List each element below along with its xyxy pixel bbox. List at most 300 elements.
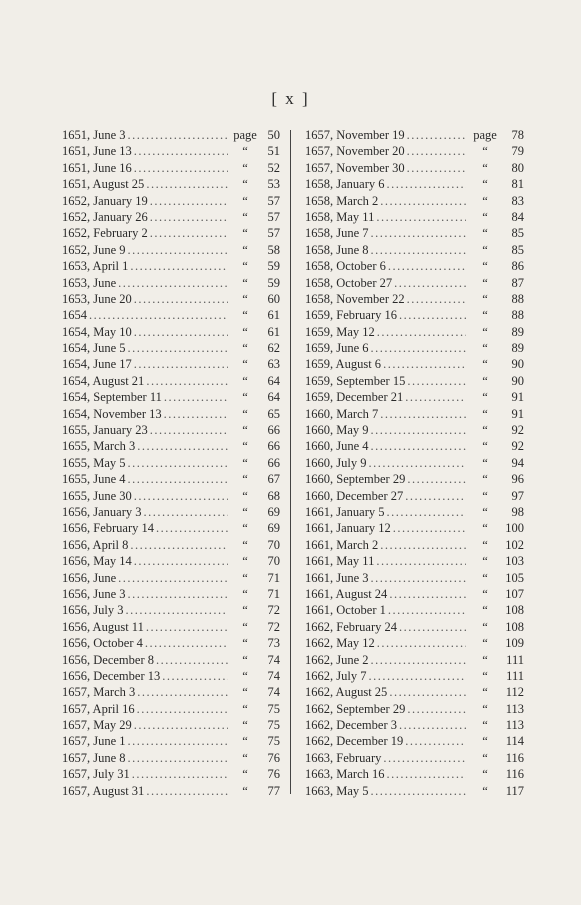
- entry-date: 1652, June 9: [62, 242, 126, 257]
- index-entry: [305, 488, 524, 504]
- index-entry: [305, 340, 524, 356]
- entry-date: 1660, December 27: [305, 488, 404, 503]
- page-marker: “: [242, 619, 248, 634]
- entry-date: 1654, May 10: [62, 324, 132, 339]
- page-marker: “: [482, 455, 488, 470]
- leader-dots: [407, 143, 466, 159]
- index-entry: [62, 275, 280, 291]
- page-marker: “: [242, 160, 248, 175]
- index-entry: [305, 406, 524, 422]
- entry-date: 1655, March 3: [62, 439, 136, 454]
- page-number: 89: [511, 341, 524, 356]
- page-number: 75: [267, 701, 280, 716]
- leader-dots: [407, 127, 466, 143]
- entry-date: 1655, June 30: [62, 488, 132, 503]
- entry-date: 1653, April 1: [62, 259, 129, 274]
- leader-dots: [89, 307, 228, 323]
- index-entry: [62, 242, 280, 258]
- page-number: 72: [267, 619, 280, 634]
- leader-dots: [130, 258, 228, 274]
- leader-dots: [407, 160, 466, 176]
- page-marker: “: [482, 144, 488, 159]
- page-number: 66: [267, 423, 280, 438]
- entry-date: 1662, June 2: [305, 652, 369, 667]
- leader-dots: [389, 586, 466, 602]
- page-marker: “: [482, 406, 488, 421]
- entry-date: 1656, January 3: [62, 504, 142, 519]
- index-entry: [62, 143, 280, 159]
- page-marker: “: [242, 734, 248, 749]
- page-marker: “: [242, 373, 248, 388]
- index-entry: [62, 340, 280, 356]
- leader-dots: [407, 471, 466, 487]
- leader-dots: [388, 258, 466, 274]
- entry-date: 1660, June 4: [305, 439, 369, 454]
- leader-dots: [371, 570, 466, 586]
- leader-dots: [380, 193, 466, 209]
- page-marker: “: [482, 324, 488, 339]
- page-marker: “: [482, 570, 488, 585]
- entry-date: 1663, May 5: [305, 783, 369, 798]
- index-entry: [62, 127, 280, 143]
- page-marker: “: [242, 259, 248, 274]
- index-entry: [62, 652, 280, 668]
- index-entry: [305, 684, 524, 700]
- page-marker: “: [242, 603, 248, 618]
- entry-date: 1656, June 3: [62, 586, 126, 601]
- leader-dots: [134, 356, 228, 372]
- entry-date: 1659, September 15: [305, 373, 406, 388]
- entry-date: 1653, June: [62, 275, 117, 290]
- entry-date: 1656, July 3: [62, 603, 124, 618]
- page-marker: “: [482, 488, 488, 503]
- page-number: 109: [505, 636, 524, 651]
- page-marker: “: [482, 521, 488, 536]
- index-entry: [305, 160, 524, 176]
- page-number: 116: [505, 750, 524, 765]
- entry-date: 1656, August 11: [62, 619, 144, 634]
- page-number: 69: [267, 504, 280, 519]
- page-marker: “: [482, 504, 488, 519]
- page-number: 69: [267, 521, 280, 536]
- page-marker: “: [242, 554, 248, 569]
- page-number: 96: [511, 472, 524, 487]
- entry-date: 1651, June 3: [62, 128, 126, 142]
- index-entry: [305, 225, 524, 241]
- leader-dots: [156, 520, 228, 536]
- leader-dots: [150, 422, 228, 438]
- page-marker: “: [242, 750, 248, 765]
- leader-dots: [399, 307, 466, 323]
- page-marker: “: [482, 226, 488, 241]
- entry-date: 1662, December 19: [305, 734, 404, 749]
- leader-dots: [377, 324, 466, 340]
- entry-date: 1658, October 27: [305, 275, 393, 290]
- page-marker: “: [242, 193, 248, 208]
- page-number: 58: [267, 242, 280, 257]
- leader-dots: [405, 733, 466, 749]
- entry-date: 1655, January 23: [62, 423, 148, 438]
- page-number: 105: [505, 570, 524, 585]
- entry-date: 1654: [62, 308, 87, 323]
- page-marker: “: [482, 767, 488, 782]
- leader-dots: [137, 438, 228, 454]
- leader-dots: [405, 389, 466, 405]
- leader-dots: [156, 652, 228, 668]
- leader-dots: [387, 176, 467, 192]
- index-column-left: [62, 127, 280, 799]
- page-number: 66: [267, 439, 280, 454]
- leader-dots: [134, 553, 228, 569]
- entry-date: 1652, January 26: [62, 209, 148, 224]
- page-marker: “: [242, 406, 248, 421]
- page-number: 111: [506, 668, 524, 683]
- entry-date: 1659, December 21: [305, 390, 404, 405]
- index-entry: [62, 225, 280, 241]
- leader-dots: [132, 766, 228, 782]
- entry-date: 1652, February 2: [62, 226, 148, 241]
- page-number: 92: [511, 439, 524, 454]
- index-entry: [305, 209, 524, 225]
- page-marker: “: [242, 242, 248, 257]
- page-marker: page: [233, 128, 257, 142]
- leader-dots: [134, 291, 228, 307]
- page-number: 79: [511, 144, 524, 159]
- index-entry: [62, 586, 280, 602]
- index-entry: [62, 733, 280, 749]
- entry-date: 1656, October 4: [62, 636, 143, 651]
- page-number: 113: [505, 718, 524, 733]
- page-number: 74: [267, 668, 280, 683]
- page-number: 51: [267, 144, 280, 159]
- index-entry: [305, 389, 524, 405]
- page-marker: “: [242, 177, 248, 192]
- page-marker: “: [242, 767, 248, 782]
- index-entry: [305, 766, 524, 782]
- index-entry: [305, 504, 524, 520]
- leader-dots: [128, 455, 228, 471]
- entry-date: 1657, May 29: [62, 718, 132, 733]
- page-number: 87: [511, 275, 524, 290]
- index-entry: [62, 176, 280, 192]
- page-number: 73: [267, 636, 280, 651]
- leader-dots: [128, 340, 228, 356]
- page-number: 90: [511, 373, 524, 388]
- leader-dots: [146, 176, 228, 192]
- index-entry: [62, 766, 280, 782]
- entry-date: 1660, September 29: [305, 472, 406, 487]
- page-number: 88: [511, 308, 524, 323]
- entry-date: 1658, May 11: [305, 209, 375, 224]
- index-entry: [305, 733, 524, 749]
- page-number: 90: [511, 357, 524, 372]
- page-marker: “: [242, 390, 248, 405]
- page-marker: “: [242, 209, 248, 224]
- entry-date: 1661, January 5: [305, 504, 385, 519]
- index-entry: [305, 652, 524, 668]
- page-number: 98: [511, 504, 524, 519]
- page-number: 100: [505, 521, 524, 536]
- page-marker: “: [242, 455, 248, 470]
- page-marker: “: [242, 357, 248, 372]
- page-marker: “: [242, 439, 248, 454]
- page-number: 108: [505, 603, 524, 618]
- page-marker: “: [242, 718, 248, 733]
- entry-date: 1657, November 20: [305, 144, 405, 159]
- entry-date: 1656, April 8: [62, 537, 129, 552]
- leader-dots: [134, 143, 228, 159]
- leader-dots: [128, 586, 228, 602]
- page-number: 62: [267, 341, 280, 356]
- leader-dots: [371, 438, 466, 454]
- index-entry: [305, 193, 524, 209]
- leader-dots: [387, 766, 467, 782]
- page-number-header: [ x ]: [271, 89, 310, 108]
- entry-date: 1659, August 6: [305, 357, 382, 372]
- page-marker: “: [482, 341, 488, 356]
- index-entry: [305, 258, 524, 274]
- page-number: 94: [511, 455, 524, 470]
- index-entry: [62, 520, 280, 536]
- page-number: 67: [267, 472, 280, 487]
- index-entry: [305, 422, 524, 438]
- page-marker: “: [242, 275, 248, 290]
- index-entry: [62, 504, 280, 520]
- leader-dots: [393, 520, 466, 536]
- leader-dots: [371, 652, 466, 668]
- page-number: 74: [267, 652, 280, 667]
- page-number: 65: [267, 406, 280, 421]
- page-number: 85: [511, 242, 524, 257]
- index-entry: [305, 602, 524, 618]
- index-entry: [305, 143, 524, 159]
- index-entry: [62, 488, 280, 504]
- page-marker: “: [242, 685, 248, 700]
- leader-dots: [407, 373, 466, 389]
- index-entry: [305, 586, 524, 602]
- page-number: 75: [267, 718, 280, 733]
- leader-dots: [371, 242, 466, 258]
- leader-dots: [134, 324, 228, 340]
- index-entry: [62, 619, 280, 635]
- page-marker: “: [242, 668, 248, 683]
- index-entry: [62, 438, 280, 454]
- leader-dots: [380, 406, 466, 422]
- leader-dots: [146, 619, 228, 635]
- index-entry: [62, 209, 280, 225]
- page-number: 77: [267, 783, 280, 798]
- page-marker: “: [242, 701, 248, 716]
- index-entry: [305, 438, 524, 454]
- leader-dots: [377, 635, 466, 651]
- page-marker: “: [482, 423, 488, 438]
- leader-dots: [371, 422, 466, 438]
- page-number: 80: [511, 160, 524, 175]
- index-column-right: [305, 127, 524, 799]
- leader-dots: [118, 275, 228, 291]
- index-entry: [62, 717, 280, 733]
- leader-dots: [399, 717, 466, 733]
- leader-dots: [405, 488, 466, 504]
- page-number: 81: [511, 177, 524, 192]
- entry-date: 1651, June 13: [62, 144, 132, 159]
- page-number: 107: [505, 586, 524, 601]
- leader-dots: [394, 275, 466, 291]
- entry-date: 1659, February 16: [305, 308, 397, 323]
- entry-date: 1654, August 21: [62, 373, 145, 388]
- index-entry: [62, 389, 280, 405]
- index-entry: [305, 176, 524, 192]
- leader-dots: [371, 225, 466, 241]
- leader-dots: [389, 684, 466, 700]
- entry-date: 1654, June 5: [62, 341, 126, 356]
- index-entry: [305, 291, 524, 307]
- entry-date: 1660, July 9: [305, 455, 367, 470]
- index-entry: [62, 570, 280, 586]
- page-number: 76: [267, 750, 280, 765]
- index-entry: [305, 356, 524, 372]
- entry-date: 1654, September 11: [62, 390, 162, 405]
- page-marker: “: [482, 308, 488, 323]
- page-number: 114: [505, 734, 524, 749]
- page-marker: “: [242, 144, 248, 159]
- entry-date: 1654, November 13: [62, 406, 162, 421]
- entry-date: 1655, June 4: [62, 472, 126, 487]
- page-marker: “: [482, 373, 488, 388]
- entry-date: 1661, October 1: [305, 603, 386, 618]
- leader-dots: [383, 356, 466, 372]
- entry-date: 1654, June 17: [62, 357, 132, 372]
- index-entry: [62, 160, 280, 176]
- page-marker: “: [482, 472, 488, 487]
- index-entry: [62, 471, 280, 487]
- index-entry: [305, 537, 524, 553]
- page-number: 84: [511, 209, 524, 224]
- page-number: 102: [505, 537, 524, 552]
- page-marker: “: [482, 275, 488, 290]
- index-entry: [62, 258, 280, 274]
- entry-date: 1653, June 20: [62, 291, 132, 306]
- entry-date: 1656, May 14: [62, 554, 132, 569]
- index-entry: [62, 373, 280, 389]
- page-marker: “: [482, 718, 488, 733]
- entry-date: 1661, June 3: [305, 570, 369, 585]
- leader-dots: [128, 750, 228, 766]
- page-marker: “: [482, 390, 488, 405]
- entry-date: 1656, December 8: [62, 652, 154, 667]
- leader-dots: [376, 209, 466, 225]
- entry-date: 1658, October 6: [305, 259, 386, 274]
- leader-dots: [388, 602, 466, 618]
- leader-dots: [125, 602, 228, 618]
- page-number: 64: [267, 373, 280, 388]
- page-number: 59: [267, 259, 280, 274]
- page-marker: “: [482, 701, 488, 716]
- page-marker: “: [482, 603, 488, 618]
- page-marker: “: [242, 504, 248, 519]
- page-marker: “: [482, 685, 488, 700]
- page-marker: “: [242, 423, 248, 438]
- index-entry: [62, 668, 280, 684]
- page-marker: “: [242, 472, 248, 487]
- leader-dots: [380, 537, 466, 553]
- entry-date: 1659, June 6: [305, 341, 369, 356]
- page-marker: “: [242, 226, 248, 241]
- index-entry: [62, 602, 280, 618]
- index-entry: [305, 324, 524, 340]
- leader-dots: [150, 225, 228, 241]
- page-marker: “: [482, 259, 488, 274]
- index-entry: [62, 750, 280, 766]
- entry-date: 1651, June 16: [62, 160, 132, 175]
- index-entry: [305, 455, 524, 471]
- page-number: 117: [505, 783, 524, 798]
- entry-date: 1663, March 16: [305, 767, 385, 782]
- page-marker: “: [242, 488, 248, 503]
- page-number: 64: [267, 390, 280, 405]
- page-marker: “: [482, 554, 488, 569]
- leader-dots: [130, 537, 228, 553]
- leader-dots: [407, 701, 466, 717]
- leader-dots: [150, 209, 228, 225]
- index-entry: [62, 537, 280, 553]
- page-number: 71: [267, 570, 280, 585]
- page-number: 60: [267, 291, 280, 306]
- page-number: 53: [267, 177, 280, 192]
- page-marker: “: [242, 586, 248, 601]
- leader-dots: [137, 684, 228, 700]
- page-marker: “: [482, 750, 488, 765]
- page-marker: “: [242, 570, 248, 585]
- leader-dots: [376, 553, 466, 569]
- page-number: 70: [267, 554, 280, 569]
- entry-date: 1661, May 11: [305, 554, 375, 569]
- page-number: 76: [267, 767, 280, 782]
- page-number: 57: [267, 193, 280, 208]
- page-number: 61: [267, 308, 280, 323]
- index-entry: [305, 520, 524, 536]
- page-marker: “: [482, 160, 488, 175]
- entry-date: 1657, March 3: [62, 685, 136, 700]
- page-number: 113: [505, 701, 524, 716]
- leader-dots: [128, 242, 228, 258]
- entry-date: 1658, November 22: [305, 291, 405, 306]
- entry-date: 1657, April 16: [62, 701, 135, 716]
- leader-dots: [134, 717, 228, 733]
- page-number: 103: [505, 554, 524, 569]
- entry-date: 1656, June: [62, 570, 117, 585]
- index-entry: [305, 242, 524, 258]
- index-entry: [305, 275, 524, 291]
- page-number: 61: [267, 324, 280, 339]
- index-entry: [305, 717, 524, 733]
- leader-dots: [387, 504, 467, 520]
- page-number: 50: [267, 128, 280, 142]
- leader-dots: [134, 160, 228, 176]
- leader-dots: [150, 193, 228, 209]
- entry-date: 1657, August 31: [62, 783, 145, 798]
- page-marker: “: [482, 177, 488, 192]
- index-entry: [62, 193, 280, 209]
- entry-date: 1657, June 1: [62, 734, 126, 749]
- leader-dots: [371, 783, 466, 799]
- page-marker: “: [242, 341, 248, 356]
- index-entry: [62, 553, 280, 569]
- index-entry: [62, 783, 280, 799]
- page-marker: “: [242, 636, 248, 651]
- page-number: 89: [511, 324, 524, 339]
- entry-date: 1662, August 25: [305, 685, 388, 700]
